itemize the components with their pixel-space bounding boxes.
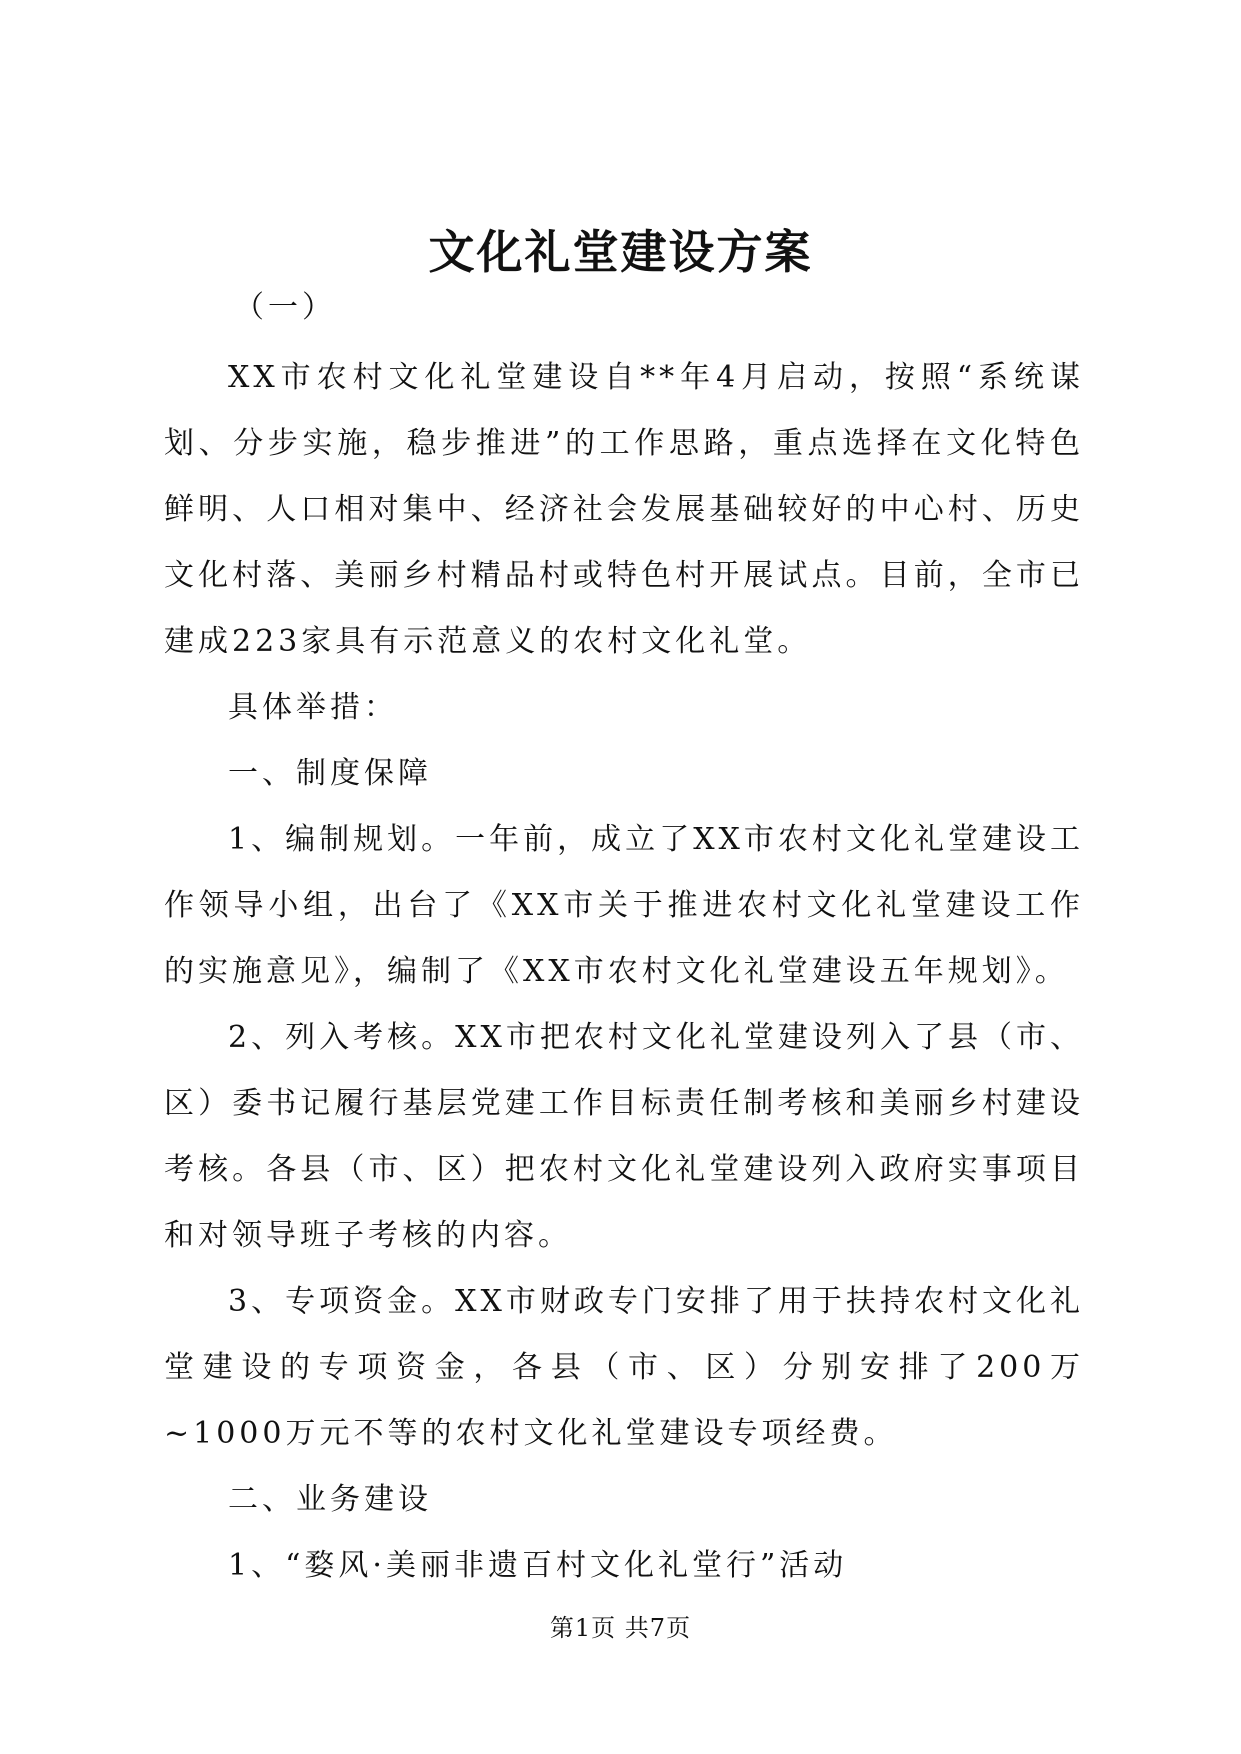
document-body bbox=[164, 345, 1084, 1599]
heading-system-guarantee: 一、制度保障 bbox=[228, 756, 432, 791]
paragraph-activity: 1、“婺风·美丽非遗百村文化礼堂行”活动 bbox=[228, 1548, 848, 1583]
paragraph-planning: 1、编制规划。一年前，成立了XX市农村文化礼堂建设工作领导小组，出台了《XX市关于推进农村文化礼堂建设工作的实施意见》，编制了《XX市农村文化礼堂建设五年规划》。 bbox=[164, 822, 1084, 989]
heading-business-construction: 二、业务建设 bbox=[228, 1482, 432, 1517]
document-title: 文化礼堂建设方案 bbox=[428, 225, 813, 279]
paragraph-measures-heading: 具体举措： bbox=[228, 690, 398, 725]
paragraph-intro: XX市农村文化礼堂建设自**年4月启动，按照“系统谋划、分步实施，稳步推进”的工作思路，重点选择在文化特色鲜明、人口相对集中、经济社会发展基础较好的中心村、历史文化村落、美丽乡村精品村或特色村开展试点。目前，全市已建成223家具有示范意义的农村文化礼堂。 bbox=[164, 360, 1084, 659]
paragraph-assessment: 2、列入考核。XX市把农村文化礼堂建设列入了县（市、区）委书记履行基层党建工作目标责任制考核和美丽乡村建设考核。各县（市、区）把农村文化礼堂建设列入政府实事项目和对领导班子考核的内容。 bbox=[164, 1020, 1084, 1253]
paragraph-funding: 3、专项资金。XX市财政专门安排了用于扶持农村文化礼堂建设的专项资金，各县（市、区）分别安排了200万~1000万元不等的农村文化礼堂建设专项经费。 bbox=[164, 1284, 1084, 1451]
page-footer: 第1页 共7页 bbox=[549, 1614, 692, 1642]
section-label: （一） bbox=[234, 290, 336, 325]
